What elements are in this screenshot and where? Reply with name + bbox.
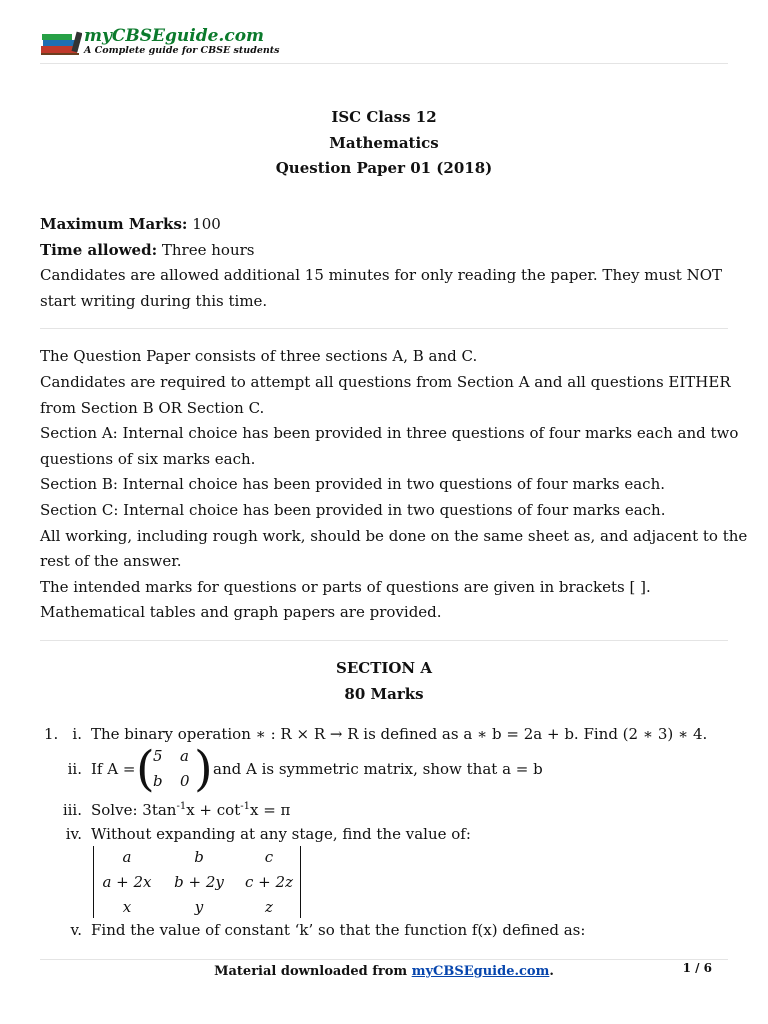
instruction-line: questions of six marks each. [40, 450, 256, 468]
instruction-line: The intended marks for questions or parts of questions are given in brackets [ ]. [40, 578, 651, 596]
det-cell: b [194, 848, 204, 866]
logo-title: myCBSEguide.com [84, 26, 265, 46]
question-text: The binary operation ∗ : R × R → R is defined as a ∗ b = 2a + b. Find (2 ∗ 3) ∗ 4. [91, 725, 708, 743]
header-divider [40, 63, 728, 64]
section-title: SECTION A [335, 659, 433, 677]
question-text: Without expanding at any stage, find the value of: [91, 825, 471, 843]
left-paren: ( [136, 741, 155, 797]
instruction-line: rest of the answer. [40, 552, 182, 570]
matrix-cell: b [153, 772, 163, 790]
footer-divider [40, 959, 728, 960]
matrix-cell: a [180, 747, 189, 765]
part-numeral: iii. [62, 801, 82, 819]
matrix-a [136, 741, 213, 797]
det-cell: x [122, 898, 132, 916]
footer-note: Material downloaded from myCBSEguide.com. [214, 964, 554, 979]
instruction-line: All working, including rough work, should be done on the same sheet as, and adjacent to the [40, 527, 748, 545]
det-cell: a + 2x [102, 873, 152, 891]
matrix-cell: 5 [153, 747, 163, 765]
question-text-prefix: If A = [91, 760, 136, 778]
logo-tagline: A Complete guide for CBSE students [84, 45, 280, 56]
paper-title-subject: Mathematics [329, 134, 439, 152]
books-icon [40, 30, 82, 56]
det-cell: b + 2y [174, 873, 224, 891]
instruction-line: Candidates are required to attempt all questions from Section A and all questions EITHER [40, 373, 731, 391]
section-marks: 80 Marks [344, 685, 424, 703]
reading-time-note-1: Candidates are allowed additional 15 minutes for only reading the paper. They must NOT [40, 266, 723, 284]
determinant [93, 846, 301, 918]
footer-link[interactable]: myCBSEguide.com [411, 964, 550, 979]
site-logo[interactable] [40, 26, 280, 60]
paper-title-class: ISC Class 12 [331, 108, 437, 126]
divider [40, 328, 728, 329]
paper-title-number: Question Paper 01 (2018) [275, 159, 493, 177]
det-cell: c + 2z [245, 873, 293, 891]
instruction-line: The Question Paper consists of three sections A, B and C. [40, 347, 478, 365]
det-cell: a [122, 848, 132, 866]
part-numeral: i. [72, 725, 82, 743]
det-cell: c [264, 848, 274, 866]
question-text: Solve: $3\tan^{-1}x + \cot^{-1}x = \pi$ [91, 801, 291, 819]
part-numeral: ii. [67, 760, 82, 778]
question-number: 1. [44, 725, 59, 743]
reading-time-note-2: start writing during this time. [40, 292, 268, 310]
instruction-line: Section B: Internal choice has been provided in two questions of four marks each. [40, 475, 666, 493]
det-cell: z [265, 898, 273, 916]
part-numeral: iv. [65, 825, 82, 843]
instruction-line: Section A: Internal choice has been provided in three questions of four marks each and two [40, 424, 739, 442]
instruction-line: Section C: Internal choice has been provided in two questions of four marks each. [40, 501, 666, 519]
instruction-line: Mathematical tables and graph papers are provided. [40, 603, 442, 621]
matrix-cell: 0 [180, 772, 190, 790]
time-allowed: Time allowed: Three hours [40, 241, 255, 259]
question-text: Find the value of constant ‘k’ so that the function f(x) defined as: [91, 921, 586, 939]
max-marks: Maximum Marks: 100 [40, 215, 221, 233]
right-paren: ) [194, 741, 213, 797]
part-numeral: v. [70, 921, 82, 939]
question-text-suffix: and A is symmetric matrix, show that a = b [213, 760, 543, 778]
page-number: 1 / 6 [682, 961, 712, 975]
instruction-line: from Section B OR Section C. [40, 399, 265, 417]
divider [40, 640, 728, 641]
det-cell: y [194, 898, 204, 916]
